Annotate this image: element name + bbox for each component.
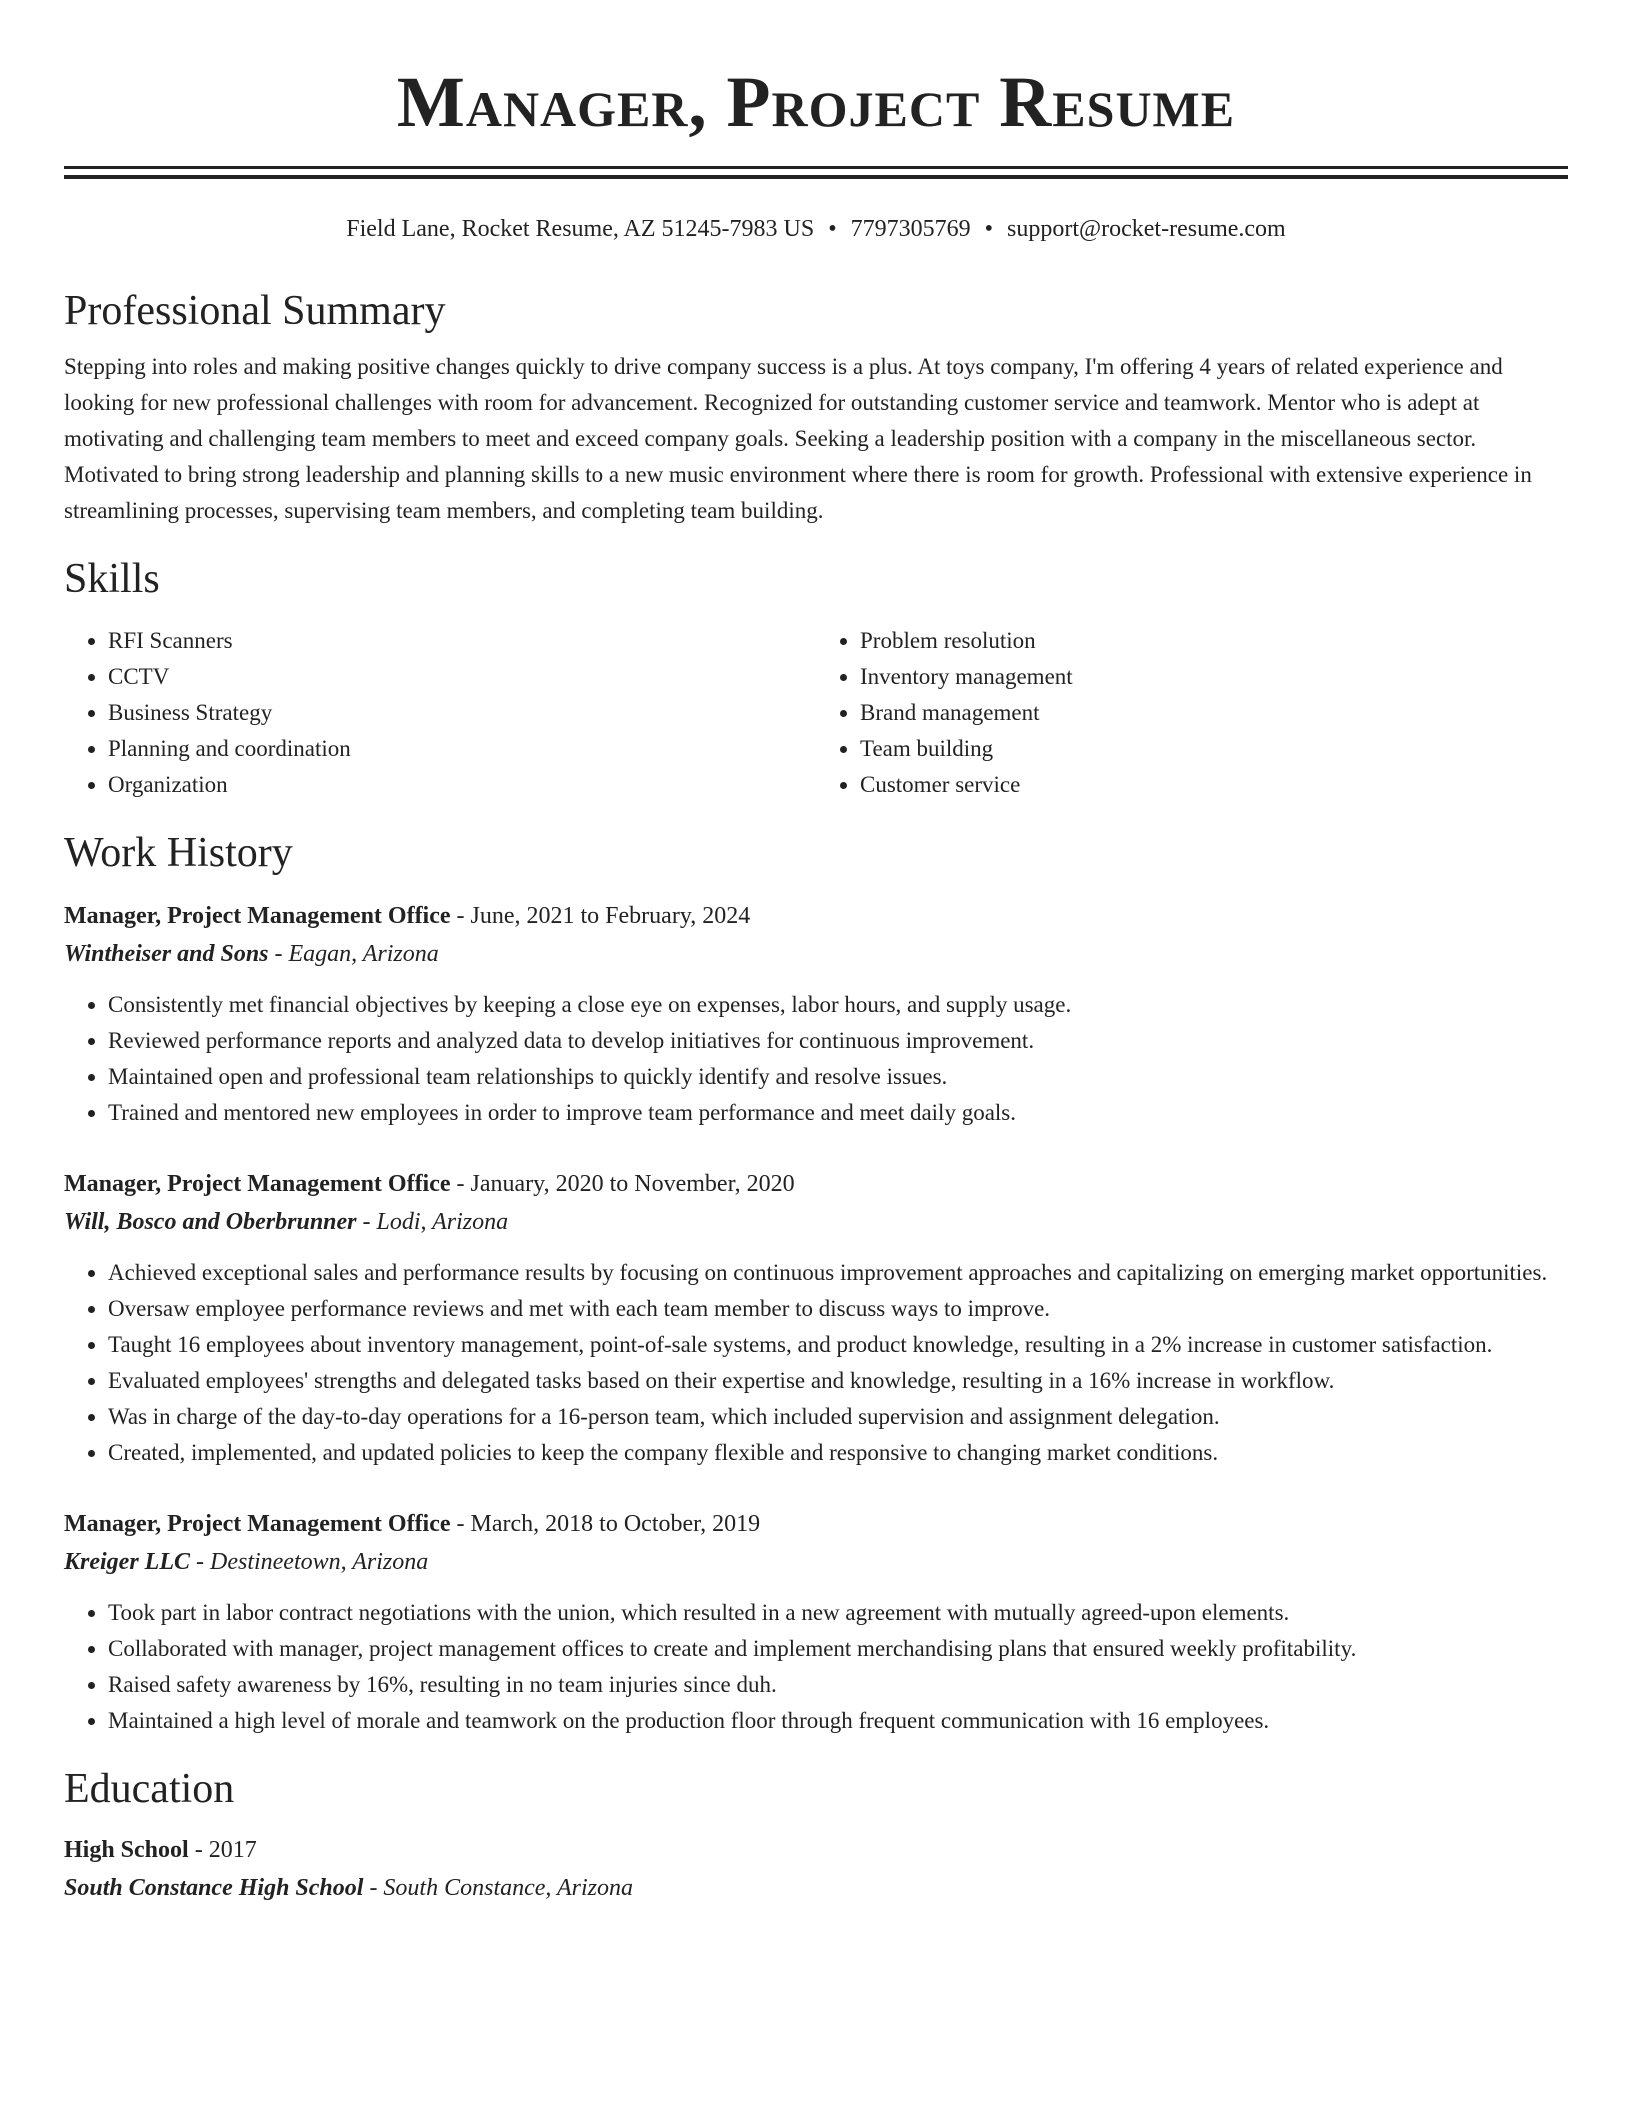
skill-item: • CCTV <box>108 659 816 695</box>
education-section <box>64 1763 1568 1907</box>
job-dates: - March, 2018 to October, 2019 <box>450 1511 761 1537</box>
job-bullet: • Oversaw employee performance reviews and met with each team member to discuss ways to improve. <box>108 1291 1568 1327</box>
skill-item: • Brand management <box>860 695 1568 731</box>
job-bullet: • Raised safety awareness by 16%, resulting in no team injuries since duh. <box>108 1667 1568 1703</box>
contact-address: Field Lane, Rocket Resume, AZ 51245-7983 US <box>346 216 815 242</box>
job-entry <box>64 897 1568 1131</box>
job-role: Manager, Project Management Office <box>64 903 451 929</box>
summary-section <box>64 285 1568 529</box>
education-degree: High School <box>64 1837 189 1863</box>
education-school: South Constance High School <box>64 1875 364 1901</box>
education-entry <box>64 1831 1568 1907</box>
job-location: - Eagan, Arizona <box>268 941 439 967</box>
skill-item: • Planning and coordination <box>108 731 816 767</box>
job-bullet: • Consistently met financial objectives by keeping a close eye on expenses, labor hours, and supply usage. <box>108 987 1568 1023</box>
job-entry <box>64 1505 1568 1739</box>
job-entry <box>64 1165 1568 1471</box>
job-bullets <box>64 987 1568 1131</box>
job-location: - Lodi, Arizona <box>356 1209 509 1235</box>
job-bullet: • Was in charge of the day-to-day operations for a 16-person team, which included supervision and assignment delegation. <box>108 1399 1568 1435</box>
title-divider-bottom <box>64 175 1568 179</box>
job-company: Will, Bosco and Oberbrunner <box>64 1209 357 1235</box>
job-title-line <box>64 1165 1568 1203</box>
job-location: - Destineetown, Arizona <box>190 1549 429 1575</box>
education-year: - 2017 <box>188 1837 257 1863</box>
skill-item: • Team building <box>860 731 1568 767</box>
education-school-line <box>64 1869 1568 1907</box>
job-dates: - June, 2021 to February, 2024 <box>450 903 751 929</box>
education-location: - South Constance, Arizona <box>363 1875 633 1901</box>
job-bullet: • Took part in labor contract negotiations with the union, which resulted in a new agreement with mutually agreed-upon elements. <box>108 1595 1568 1631</box>
work-history-section <box>64 827 1568 1739</box>
contact-phone: 7797305769 <box>850 216 971 242</box>
job-company: Wintheiser and Sons <box>64 941 269 967</box>
skills-list-left <box>64 623 816 803</box>
skills-heading: Skills <box>64 556 160 602</box>
job-dates: - January, 2020 to November, 2020 <box>450 1171 795 1197</box>
education-degree-line <box>64 1831 1568 1869</box>
job-bullet: • Taught 16 employees about inventory management, point-of-sale systems, and product knowledge, resulting in a 2% increase in customer satisfaction. <box>108 1327 1568 1363</box>
title-divider-top <box>64 166 1568 169</box>
job-bullet: • Reviewed performance reports and analyzed data to develop initiatives for continuous improvement. <box>108 1023 1568 1059</box>
job-company-line <box>64 935 1568 973</box>
job-role: Manager, Project Management Office <box>64 1171 451 1197</box>
skill-item: • Organization <box>108 767 816 803</box>
job-company: Kreiger LLC <box>64 1549 190 1575</box>
job-role: Manager, Project Management Office <box>64 1511 451 1537</box>
resume-title: Manager, Project Resume <box>396 62 1236 142</box>
summary-text: Stepping into roles and making positive changes quickly to drive company success is a plus. At toys company, I'm offering 4 years of related experience and looking for new professional challenges with room for advancement. Recognized for outstanding customer service and teamwork. Mentor who is adept at motivating and challenging team members to meet and exceed company goals. Seeking a leadership position with a company in the miscellaneous sector. Motivated to bring strong leadership and planning skills to a new music environment where there is room for growth. Professional with extensive experience in streamlining processes, supervising team members, and completing team building. <box>64 354 1532 523</box>
skill-item: • Customer service <box>860 767 1568 803</box>
skill-item: • Problem resolution <box>860 623 1568 659</box>
job-bullet: • Trained and mentored new employees in order to improve team performance and meet daily goals. <box>108 1095 1568 1131</box>
contact-line <box>64 213 1568 245</box>
job-bullet: • Maintained a high level of morale and teamwork on the production floor through frequent communication with 16 employees. <box>108 1703 1568 1739</box>
summary-heading: Professional Summary <box>64 288 446 334</box>
job-company-line <box>64 1543 1568 1581</box>
skills-list-right <box>816 623 1568 803</box>
job-bullet: • Created, implemented, and updated policies to keep the company flexible and responsive to changing market conditions. <box>108 1435 1568 1471</box>
work-history-heading: Work History <box>64 830 293 876</box>
contact-separator: • <box>828 216 837 242</box>
job-bullets <box>64 1595 1568 1739</box>
skill-item: • Business Strategy <box>108 695 816 731</box>
skills-columns <box>64 623 1568 803</box>
job-bullet: • Achieved exceptional sales and performance results by focusing on continuous improvement approaches and capitalizing on emerging market opportunities. <box>108 1255 1568 1291</box>
job-title-line <box>64 1505 1568 1543</box>
skills-section <box>64 553 1568 803</box>
job-bullet: • Evaluated employees' strengths and delegated tasks based on their expertise and knowledge, resulting in a 16% increase in workflow. <box>108 1363 1568 1399</box>
job-title-line <box>64 897 1568 935</box>
job-bullets <box>64 1255 1568 1471</box>
education-heading: Education <box>64 1766 235 1812</box>
skill-item: • RFI Scanners <box>108 623 816 659</box>
job-bullet: • Maintained open and professional team relationships to quickly identify and resolve issues. <box>108 1059 1568 1095</box>
contact-separator: • <box>984 216 994 242</box>
contact-email: support@rocket-resume.com <box>1007 216 1286 242</box>
job-bullet: • Collaborated with manager, project management offices to create and implement merchandising plans that ensured weekly profitability. <box>108 1631 1568 1667</box>
job-company-line <box>64 1203 1568 1241</box>
skill-item: • Inventory management <box>860 659 1568 695</box>
